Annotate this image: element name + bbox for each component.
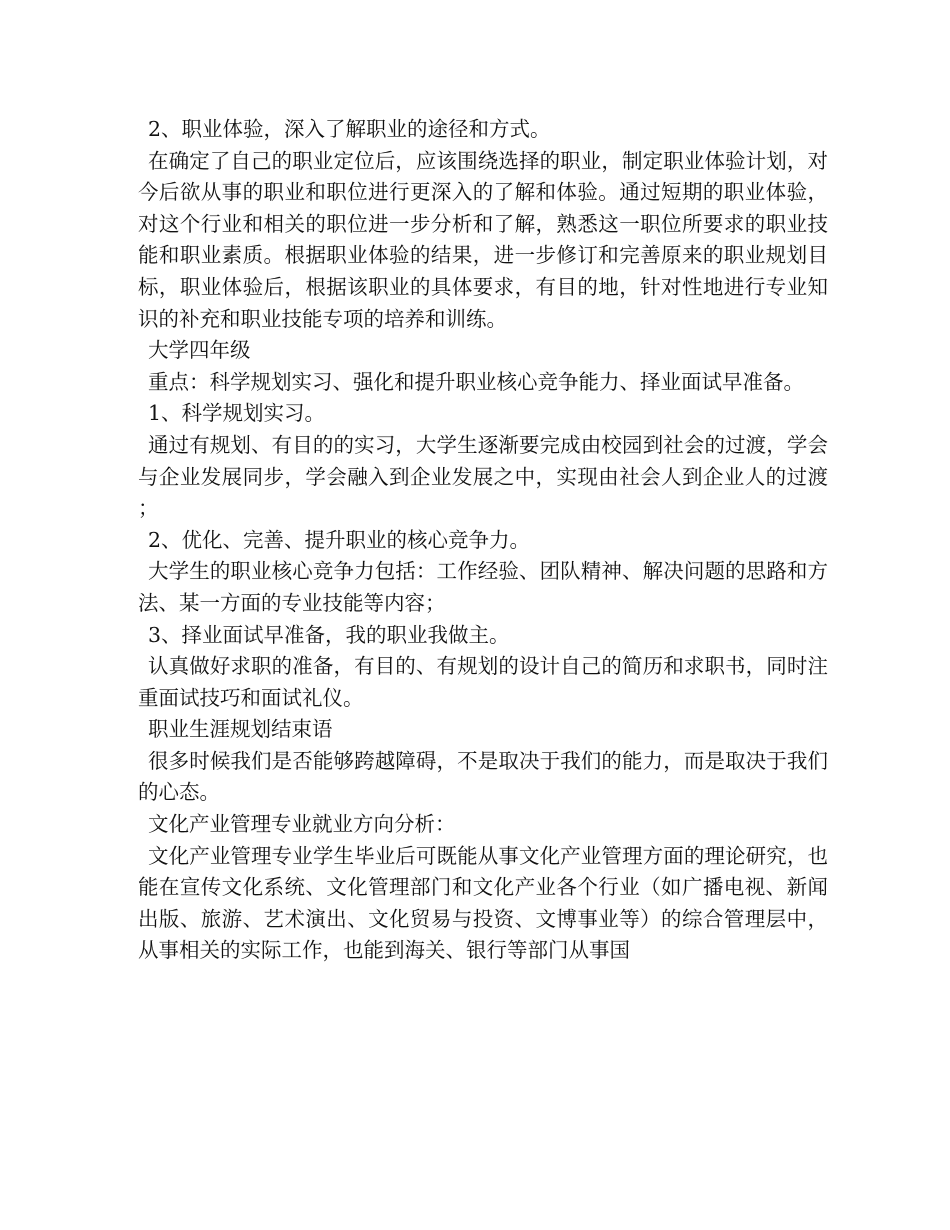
paragraph-competitiveness-heading: 2、优化、完善、提升职业的核心竞争力。	[148, 527, 531, 552]
document-page	[138, 114, 828, 967]
paragraph-career-experience-heading: 2、职业体验，深入了解职业的途径和方式。	[148, 117, 551, 141]
paragraph-competitiveness-body: 大学生的职业核心竞争力包括：工作经验、团队精神、解决问题的思路和方法、某一方面的专业技能等内容；	[138, 559, 828, 615]
paragraph-internship-heading: 1、科学规划实习。	[148, 401, 326, 426]
paragraph-senior-year-heading: 大学四年级	[148, 338, 251, 363]
paragraph-career-experience-body: 在确定了自己的职业定位后，应该围绕选择的职业，制定职业体验计划，对今后欲从事的职业和职位进行更深入的了解和体验。通过短期的职业体验，对这个行业和相关的职位进一步分析和了解，熟悉这一职位所要求的职业技能和职业素质。根据职业体验的结果，进一步修订和完善原来的职业规划目标，职业体验后，根据该职业的具体要求，有目的地，针对性地进行专业知识的补充和职业技能专项的培养和训练。	[138, 148, 828, 331]
paragraph-internship-body: 通过有规划、有目的的实习，大学生逐渐要完成由校园到社会的过渡，学会与企业发展同步，学会融入到企业发展之中，实现由社会人到企业人的过渡；	[138, 432, 828, 521]
paragraph-interview-body: 认真做好求职的准备，有目的、有规划的设计自己的简历和求职书，同时注重面试技巧和面试礼仪。	[138, 654, 828, 710]
paragraph-senior-year-focus: 重点：科学规划实习、强化和提升职业核心竞争能力、择业面试早准备。	[148, 369, 804, 394]
paragraph-closing-body: 很多时候我们是否能够跨越障碍，不是取决于我们的能力，而是取决于我们的心态。	[138, 748, 828, 805]
paragraph-culture-industry-body: 文化产业管理专业学生毕业后可既能从事文化产业管理方面的理论研究，也能在宣传文化系统、文化管理部门和文化产业各个行业（如广播电视、新闻出版、旅游、艺术演出、文化贸易与投资、文博事业等）的综合管理层中，从事相关的实际工作，也能到海关、银行等部门从事国	[138, 843, 828, 963]
paragraph-culture-industry-heading: 文化产业管理专业就业方向分析：	[148, 812, 456, 837]
paragraph-interview-heading: 3、择业面试早准备，我的职业我做主。	[148, 622, 510, 647]
paragraph-closing-heading: 职业生涯规划结束语	[148, 717, 333, 742]
